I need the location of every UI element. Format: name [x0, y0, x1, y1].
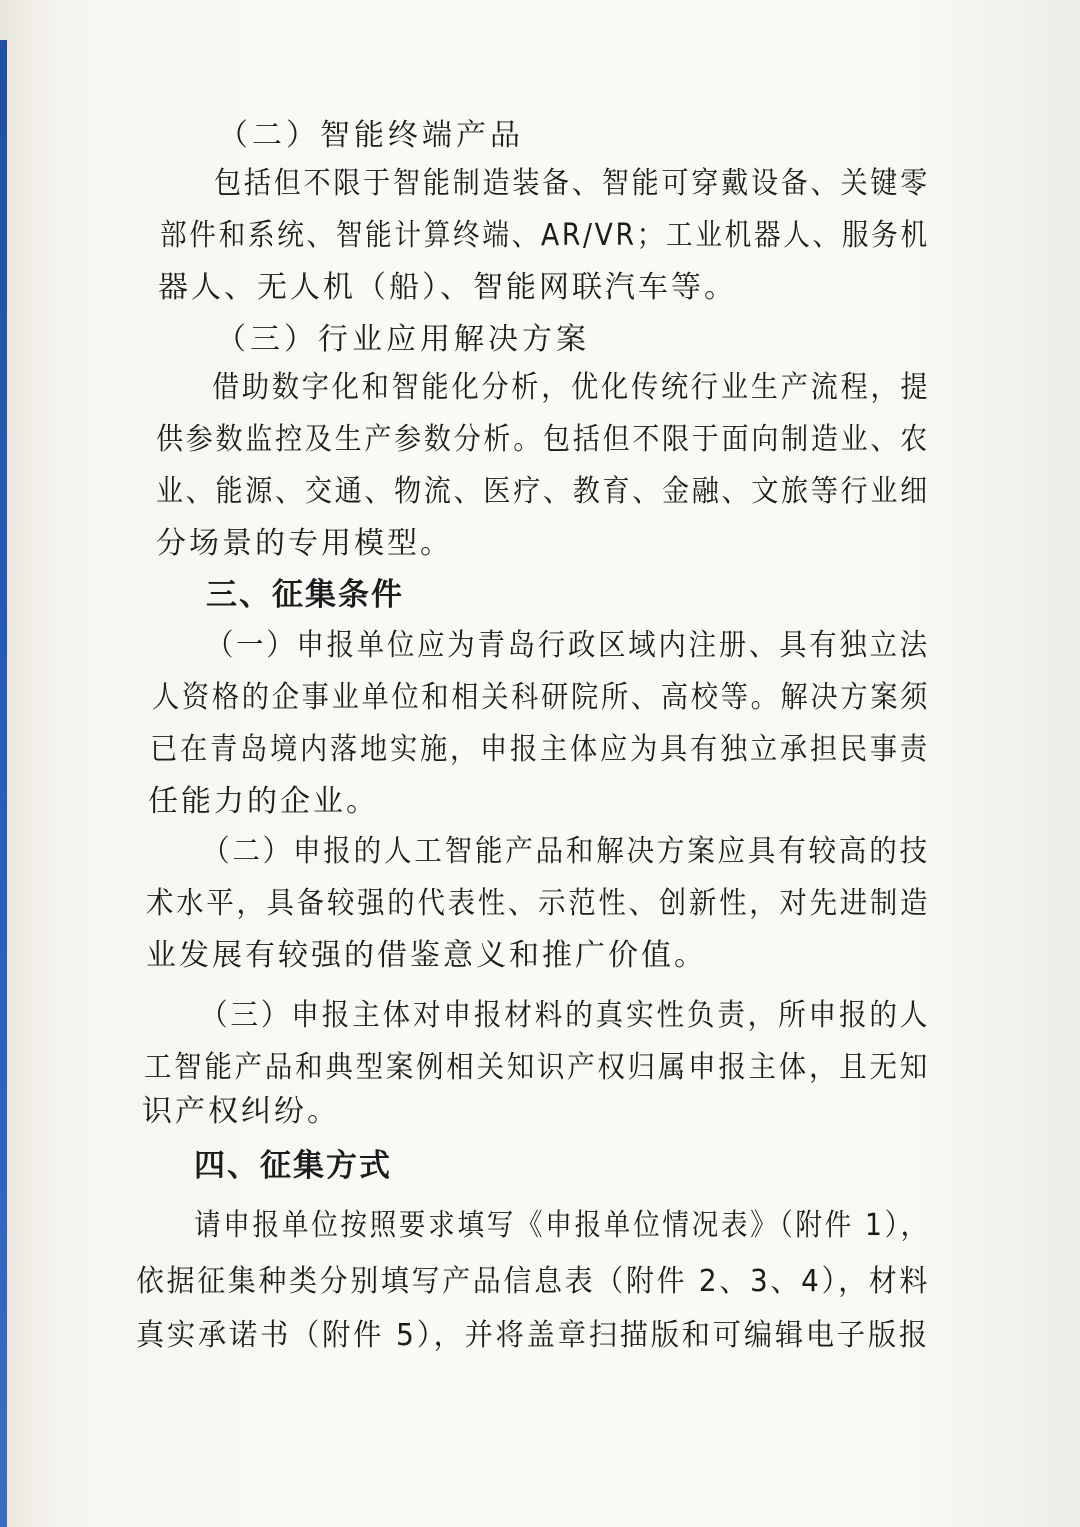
paragraph-line: （一）申报单位应为青岛行政区域内注册、具有独立法	[206, 628, 930, 663]
paragraph-line: 依据征集种类分别填写产品信息表（附件 2、3、4），材料	[136, 1264, 931, 1299]
paragraph-line: 人资格的企事业单位和相关科研院所、高校等。解决方案须	[152, 680, 931, 715]
paragraph-line: 借助数字化和智能化分析，优化传统行业生产流程，提	[212, 370, 931, 405]
paragraph-line: 业、能源、交通、物流、医疗、教育、金融、文旅等行业细	[156, 474, 930, 509]
paragraph-line: 术水平，具备较强的代表性、示范性、创新性，对先进制造	[146, 886, 931, 921]
section-heading-method: 四、征集方式	[194, 1148, 392, 1184]
paragraph-line: 已在青岛境内落地实施，申报主体应为具有独立承担民事责	[150, 732, 930, 767]
paragraph-line: （二）申报的人工智能产品和解决方案应具有较高的技	[202, 834, 930, 869]
section-heading-conditions: 三、征集条件	[206, 577, 404, 613]
paragraph-line: 识产权纠纷。	[142, 1094, 340, 1129]
paragraph-line: 供参数监控及生产参数分析。包括但不限于面向制造业、农	[156, 422, 930, 457]
paragraph-line: 任能力的企业。	[148, 784, 379, 819]
paragraph-line: （三）申报主体对申报材料的真实性负责，所申报的人	[200, 998, 931, 1033]
paragraph-line: 请申报单位按照要求填写《申报单位情况表》（附件 1），	[194, 1208, 930, 1243]
paragraph-line: 分场景的专用模型。	[156, 526, 453, 561]
paragraph-line: 真实承诺书（附件 5），并将盖章扫描版和可编辑电子版报	[136, 1318, 930, 1353]
paragraph-line: 器人、无人机（船）、智能网联汽车等。	[158, 270, 737, 305]
sub-heading-smart-terminal: （二）智能终端产品	[218, 118, 524, 153]
paragraph-line: 部件和系统、智能计算终端、AR/VR；工业机器人、服务机	[160, 218, 930, 253]
sub-heading-industry-solutions: （三）行业应用解决方案	[216, 322, 590, 357]
paragraph-line: 包括但不限于智能制造装备、智能可穿戴设备、关键零	[214, 166, 930, 201]
paragraph-line: 工智能产品和典型案例相关知识产权归属申报主体，且无知	[144, 1050, 930, 1085]
paragraph-line: 业发展有较强的借鉴意义和推广价值。	[146, 938, 707, 973]
